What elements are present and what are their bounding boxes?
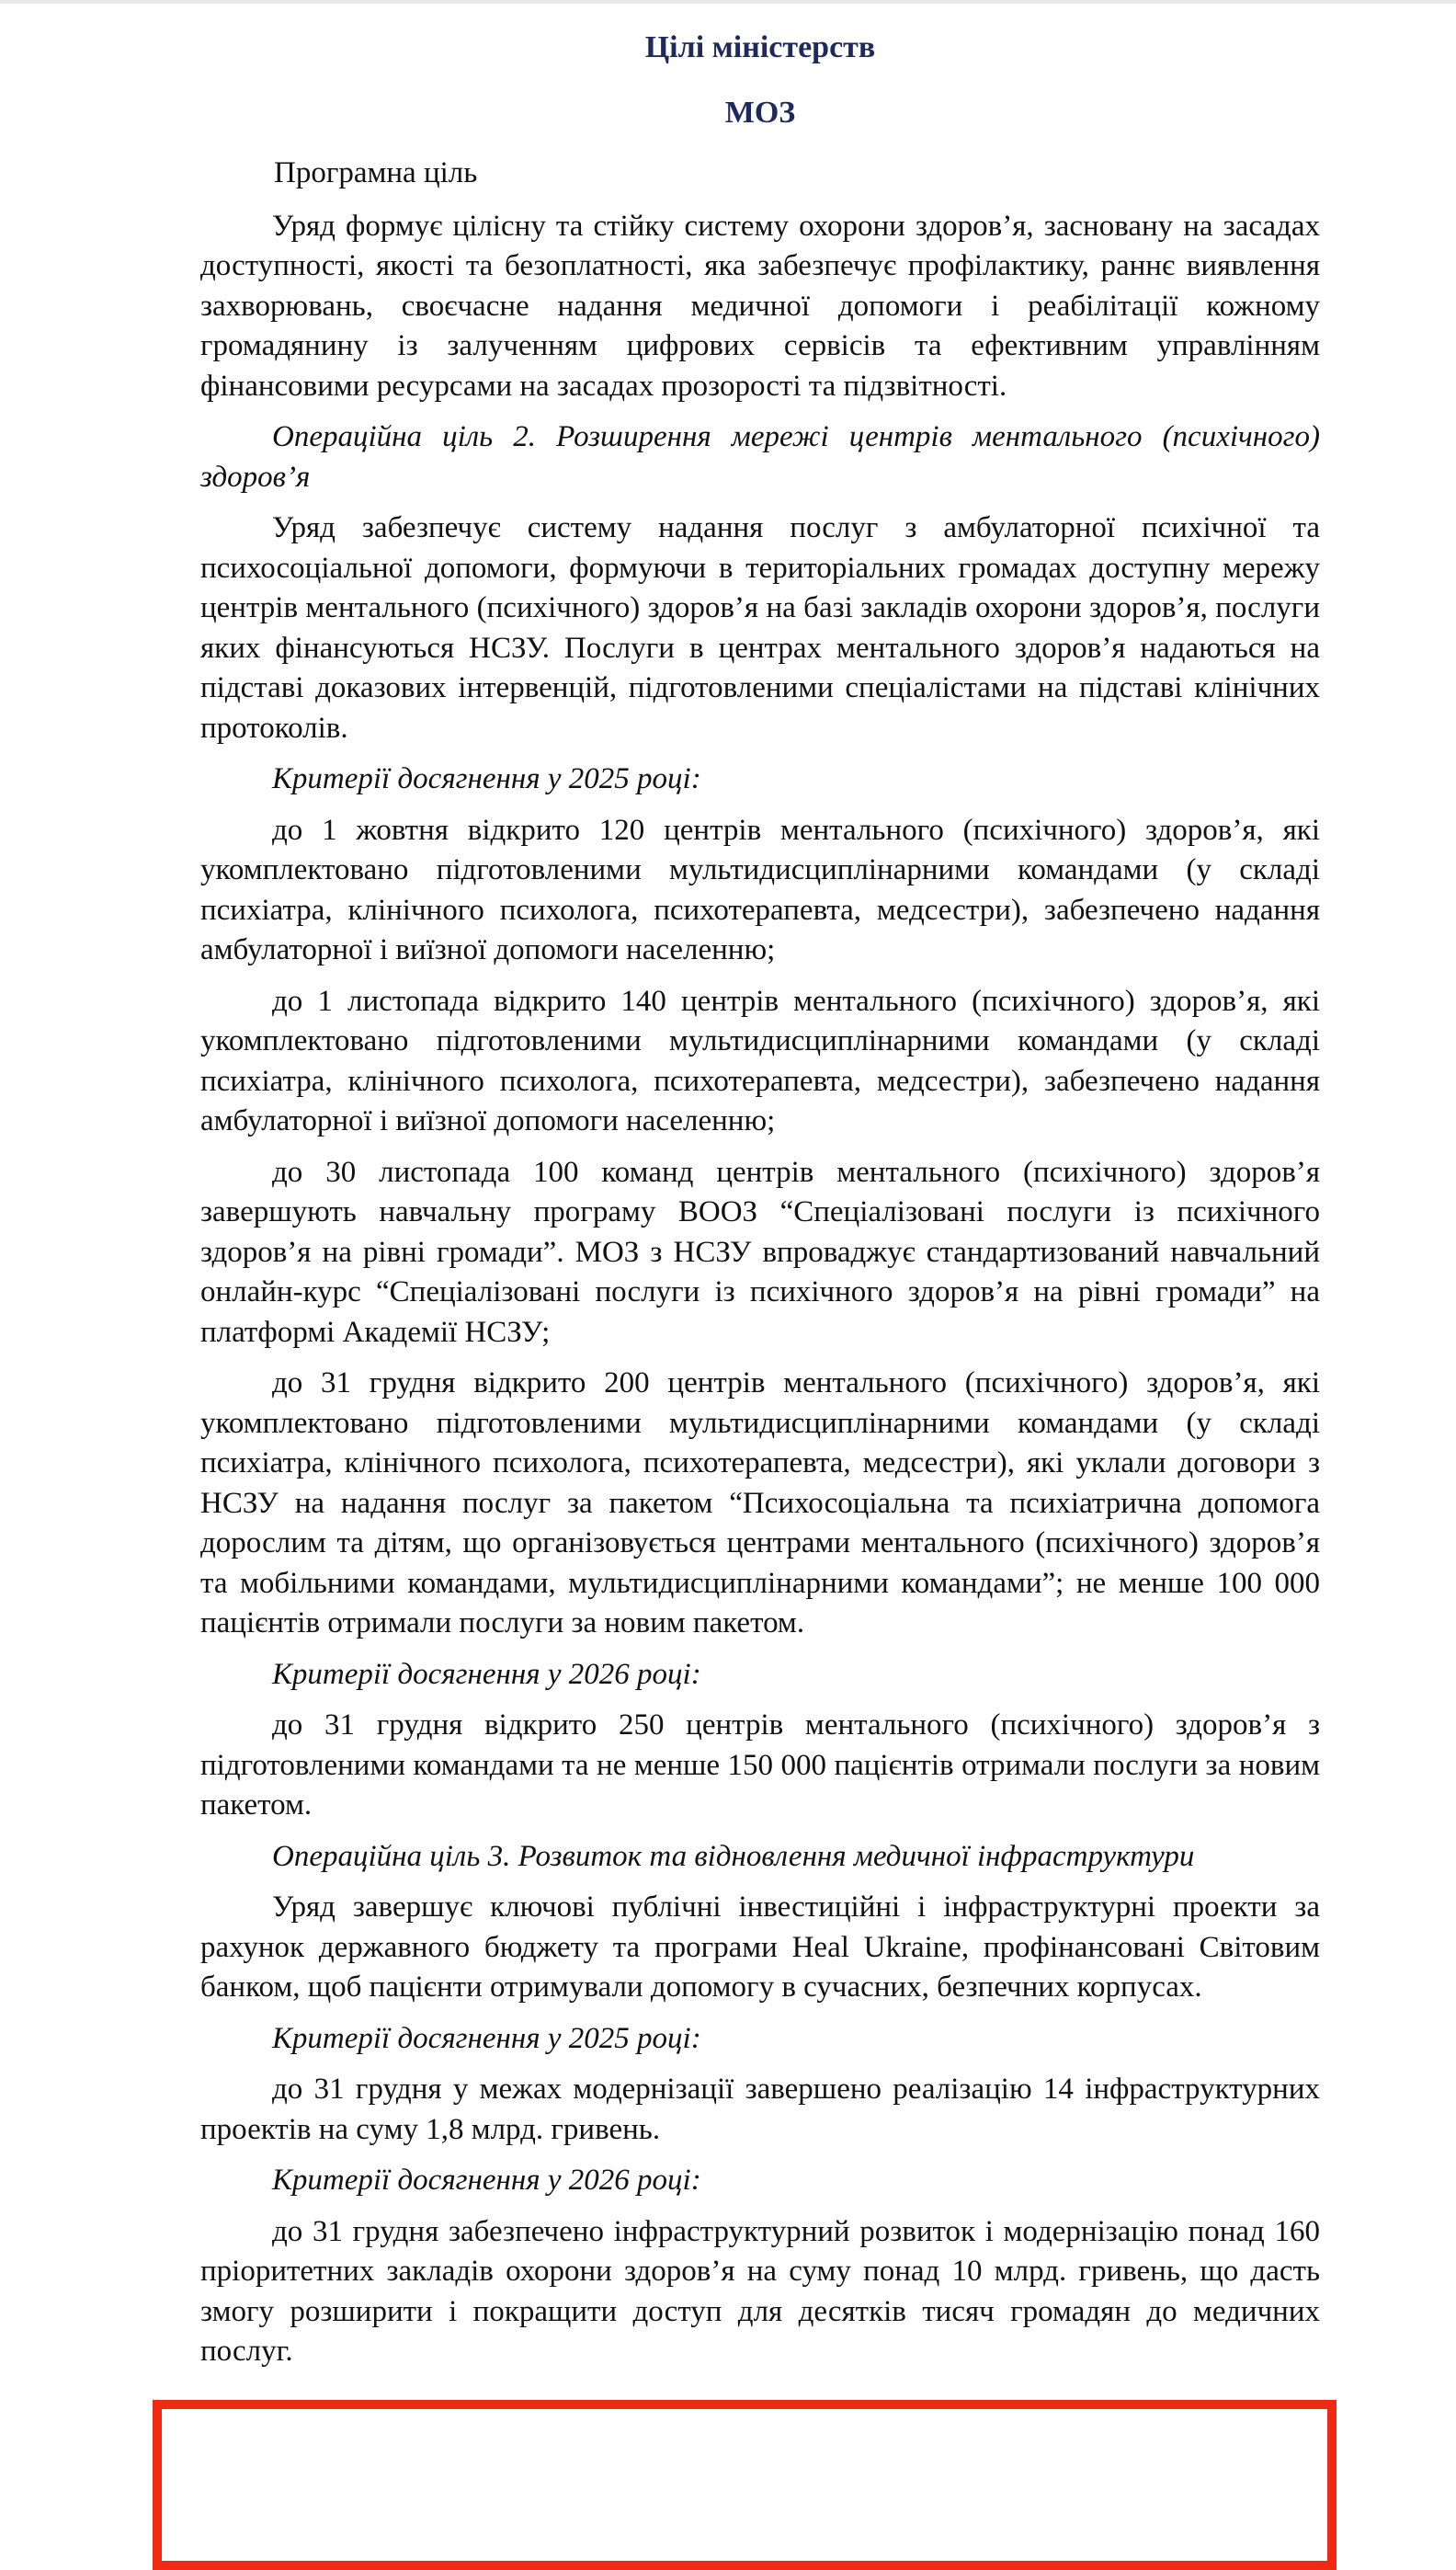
criteria-item: до 1 листопада відкрито 140 центрів ментального (психічного) здоров’я, які укомплектовано підготовленими мультидисциплінарними командами (у складі психіатра, клінічного психолога, психотерапевта, медсестри), забезпечено надання амбулаторної і виїзної допомоги населенню; [200,984,1320,1137]
op-goal-3-criteria-2026-label: Критерії досягнення у 2026 році: [272,2164,701,2197]
criteria-item: до 30 листопада 100 команд центрів ментального (психічного) здоров’я завершують навчальну програму ВООЗ “Спеціалізовані послуги із психічного здоров’я на рівні громади”. МОЗ з НСЗУ впроваджує стандартизований навчальний онлайн-курс “Спеціалізовані послуги із психічного здоров’я на рівні громади” на платформі Академії НСЗУ; [200,1155,1320,1349]
criteria-item-highlighted: до 31 грудня забезпечено інфраструктурний розвиток і модернізацію понад 160 пріоритетних закладів охорони здоров’я на суму понад 10 млрд. гривень, що дасть змогу розширити і покращити доступ для десятків тисяч громадян до медичних послуг. [200,2214,1320,2368]
op-goal-3-description: Уряд завершує ключові публічні інвестиційні і інфраструктурні проекти за рахунок державного бюджету та програми Heal Ukraine, профінансовані Світовим банком, щоб пацієнти отримували допомогу в сучасних, безпечних корпусах. [200,1890,1320,2004]
op-goal-2-criteria-2026-label: Критерії досягнення у 2026 році: [272,1657,701,1691]
op-goal-2-criteria-2025-label: Критерії досягнення у 2025 році: [272,762,701,795]
op-goal-3-criteria-2025-label: Критерії досягнення у 2025 році: [272,2021,701,2055]
page-title: Цілі міністерств [644,30,876,64]
op-goal-2-description: Уряд забезпечує систему надання послуг з амбулаторної психічної та психосоціальної допомоги, формуючи в територіальних громадах доступну мережу центрів ментального (психічного) здоров’я на базі закладів охорони здоров’я, послуги яких фінансуються НСЗУ. Послуги в центрах ментального здоров’я надаються на підставі доказових інтервенцій, підготовленими спеціалістами на підставі клінічних протоколів. [200,511,1320,745]
criteria-item: до 1 жовтня відкрито 120 центрів ментального (психічного) здоров’я, які укомплектовано підготовленими мультидисциплінарними командами (у складі психіатра, клінічного психолога, психотерапевта, медсестри), забезпечено надання амбулаторної і виїзної допомоги населенню; [200,813,1320,966]
criteria-item: до 31 грудня відкрито 200 центрів ментального (психічного) здоров’я, які укомплектовано підготовленими мультидисциплінарними командами (у складі психіатра, клінічного психолога, психотерапевта, медсестри), які уклали договори з НСЗУ на надання послуг за пакетом “Психосоціальна та психіатрична допомога дорослим та дітям, що організовується центрами ментального (психічного) здоров’я та мобільними командами, мультидисциплінарними командами”; не менше 100 000 пацієнтів отримали послуги за новим пакетом. [200,1366,1320,1639]
page-subtitle: МОЗ [724,96,796,130]
program-goal-text: Уряд формує цілісну та стійку систему охорони здоров’я, засновану на засадах доступності, якості та безоплатності, яка забезпечує профілактику, раннє виявлення захворювань, своєчасне надання медичної допомоги і реабілітації кожному громадянину із залученням цифрових сервісів та ефективним управлінням фінансовими ресурсами на засадах прозорості та підзвітності. [200,209,1320,403]
criteria-item: до 31 грудня відкрито 250 центрів ментального (психічного) здоров’я з підготовленими командами та не менше 150 000 пацієнтів отримали послуги за новим пакетом. [200,1708,1320,1822]
criteria-item: до 31 грудня у межах модернізації завершено реалізацію 14 інфраструктурних проектів на суму 1,8 млрд. гривень. [200,2073,1320,2146]
op-goal-2-title: Операційна ціль 2. Розширення мережі центрів ментального (психічного) здоров’я [200,420,1320,494]
op-goal-3-title: Операційна ціль 3. Розвиток та відновлення медичної інфраструктури [272,1839,1195,1873]
highlight-box [153,2400,1337,2570]
program-goal-label: Програмна ціль [274,156,478,189]
document-page [200,0,1320,2383]
